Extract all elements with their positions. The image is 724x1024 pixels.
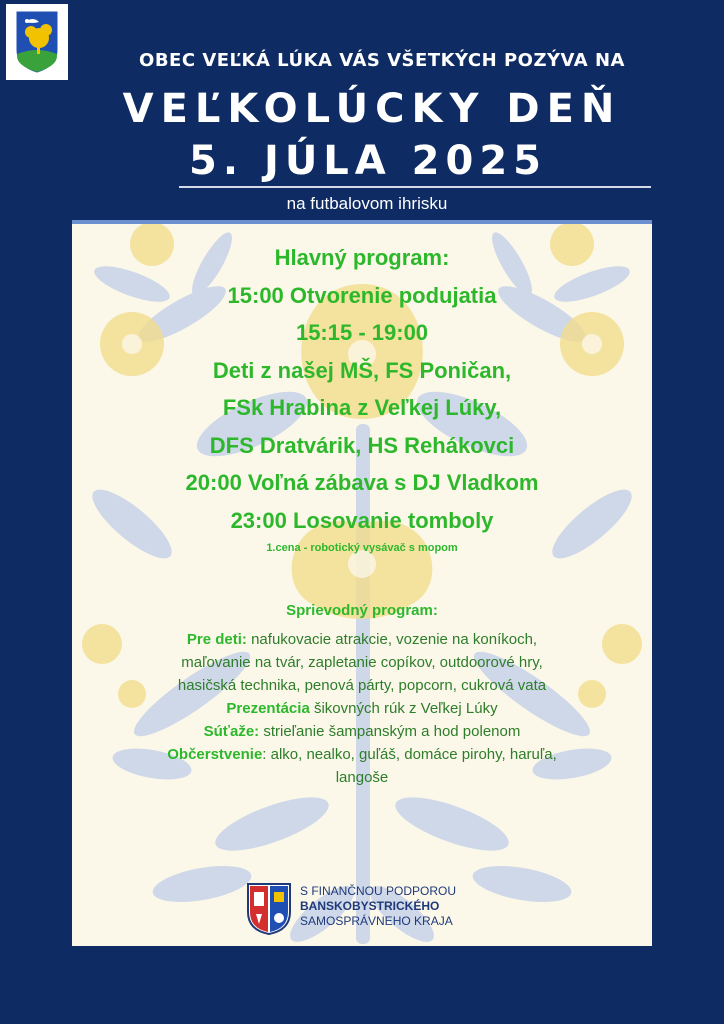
refreshments-line: langoše [335, 769, 389, 786]
kids-line: hasičská technika, penová párty, popcorn, cukrová vata [177, 677, 547, 694]
sponsor-text [300, 884, 456, 929]
program-content [72, 224, 652, 789]
main-program-heading: Hlavný program: [274, 245, 450, 270]
refreshments-text: : alko, nealko, guľáš, domáce pirohy, haruľa, [262, 746, 557, 763]
refreshments-label: Občerstvenie [167, 746, 263, 763]
program-line: 23:00 Losovanie tomboly [230, 507, 494, 533]
program-line: 15:00 Otvorenie podujatia [227, 282, 497, 308]
contests-line [72, 720, 652, 743]
presentation-text: šikovných rúk z Veľkej Lúky [309, 700, 498, 717]
sponsor-line: S FINANČNOU PODPOROU [300, 884, 457, 898]
region-coat-of-arms-icon [246, 882, 292, 936]
kids-line [72, 628, 652, 651]
program-line: FSk Hrabina z Veľkej Lúky, [222, 395, 502, 420]
program-line: 15:15 - 19:00 [295, 320, 429, 345]
header-divider [179, 186, 651, 188]
sponsor-block [246, 880, 506, 940]
event-date: 5. JÚLA 2025 [188, 138, 547, 184]
kids-text: nafukovacie atrakcie, vozenie na koníkoch, [246, 631, 538, 648]
presentation-label: Prezentácia [226, 700, 310, 717]
event-venue: na futbalovom ihrisku [286, 194, 448, 213]
contests-text: strieľanie šampanským a hod polenom [259, 723, 521, 740]
refreshments-line [72, 743, 652, 766]
program-line: 20:00 Voľná zábava s DJ Vladkom [185, 470, 539, 495]
contests-label: Súťaže: [203, 723, 260, 740]
program-line: Deti z našej MŠ, FS Poničan, [212, 357, 512, 383]
program-panel [72, 220, 652, 946]
tombola-prize: 1.cena - robotický vysávač s mopom [266, 542, 458, 554]
program-line: DFS Dratvárik, HS Rehákovci [209, 432, 515, 458]
event-title: VEĽKOLÚCKY DEŇ [122, 86, 622, 132]
kids-line: maľovanie na tvár, zapletanie copíkov, outdoorové hry, [181, 654, 543, 671]
sponsor-line: BANSKOBYSTRICKÉHO [300, 899, 440, 913]
secondary-program-heading: Sprievodný program: [286, 602, 438, 619]
invitation-line: OBEC VEĽKÁ LÚKA VÁS VŠETKÝCH POZÝVA NA [139, 50, 625, 71]
presentation-line [72, 697, 652, 720]
kids-label: Pre deti: [186, 631, 247, 648]
sponsor-line: SAMOSPRÁVNEHO KRAJA [300, 914, 453, 928]
